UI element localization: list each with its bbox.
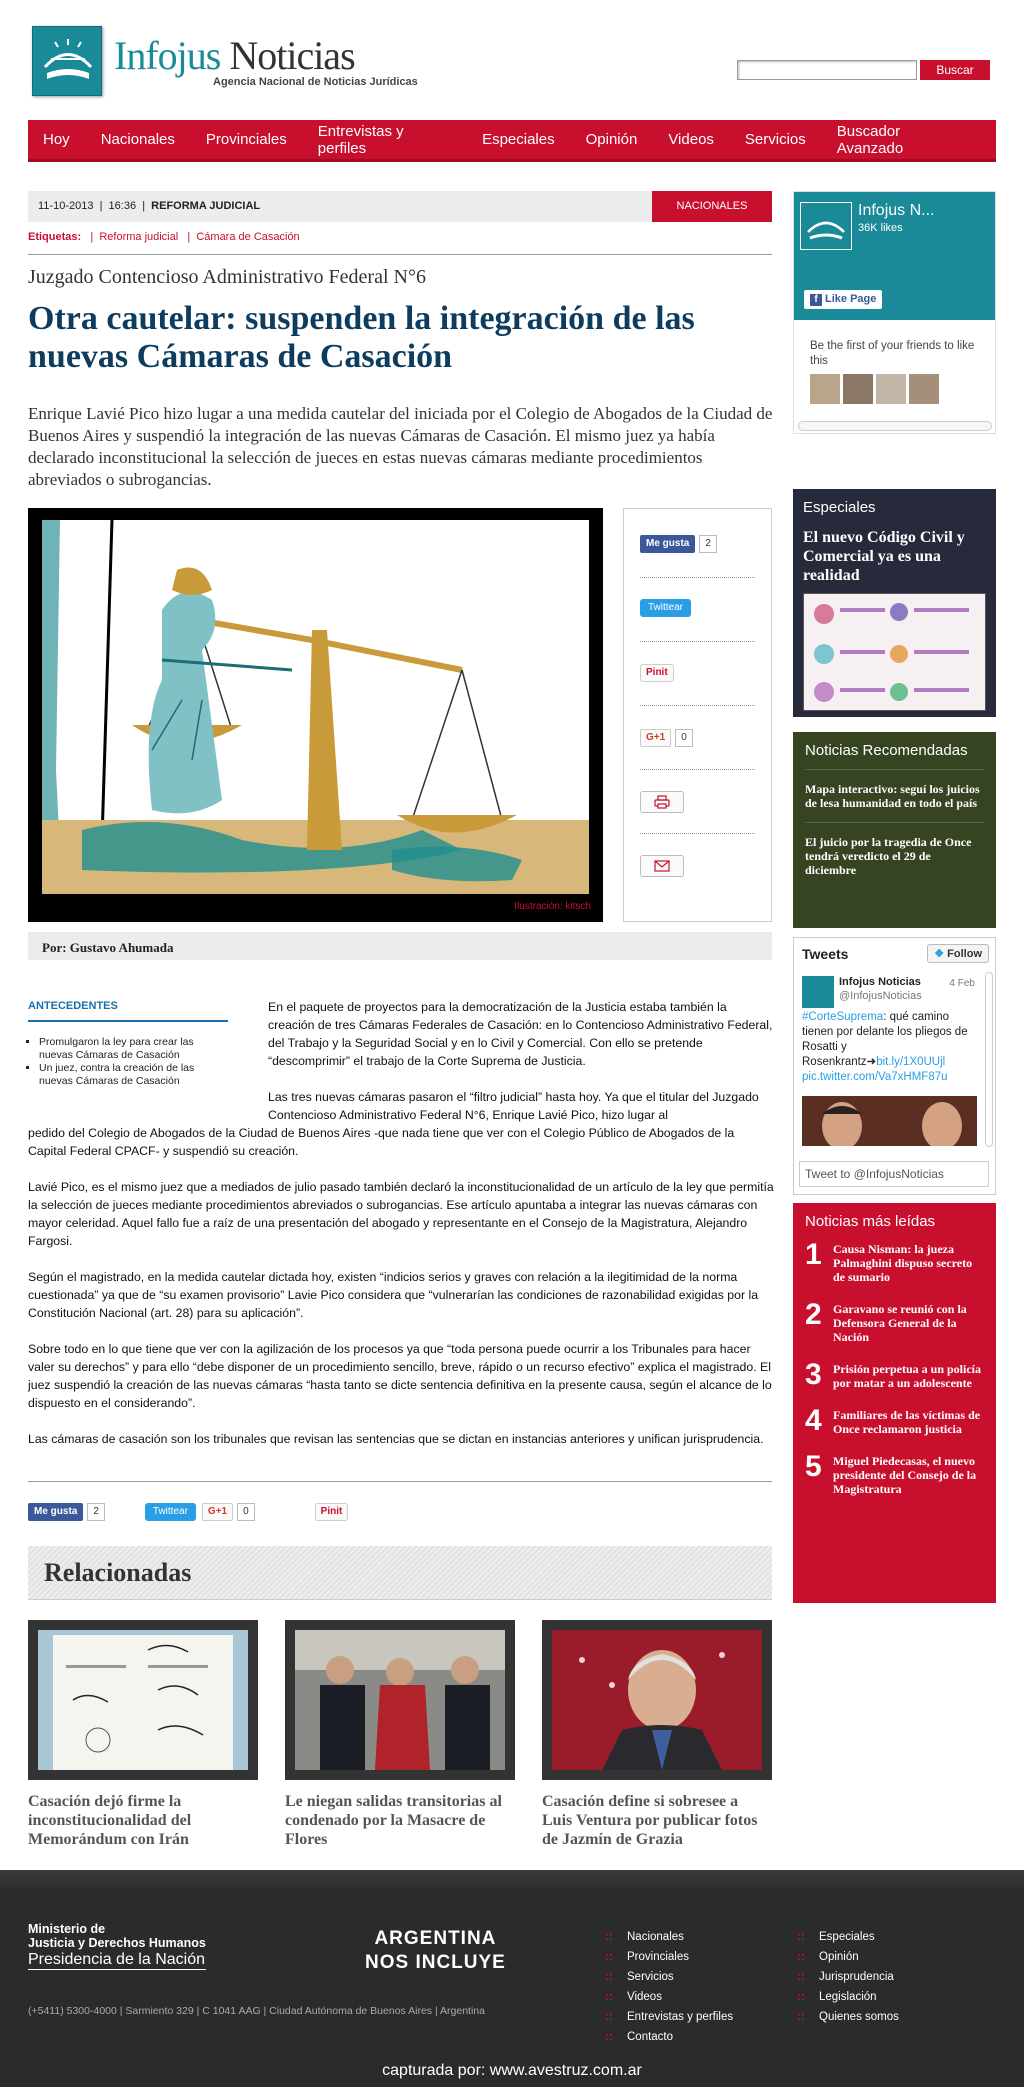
tag-link[interactable]: Cámara de Casación [196, 231, 300, 243]
article-title: Otra cautelar: suspenden la integración de las nuevas Cámaras de Casación [28, 300, 695, 375]
recomendada-link[interactable]: El juicio por la tragedia de Once tendrá veredicto el 29 de diciembre [805, 835, 972, 877]
justice-scale-illustration [42, 520, 589, 894]
tweet-date[interactable]: 4 Feb [949, 978, 975, 989]
twitter-follow-button[interactable] [927, 944, 989, 963]
slogan-line-1: ARGENTINA [374, 1928, 497, 1949]
article-paragraph: Sobre todo en lo que tiene que ver con la agilización de los procesos ya que “toda persona puede ocurrir a los Tribunales para hacer valer su derechos” y para ello “debe disponer de un procedimiento sencillo, breve, rápido o un recurso efectivo” explica el magistrado. El juez suspendió la creación de las nuevas cámaras “hasta tanto se dicte sentencia definitiva en la presente causa, según el alcance de lo dispuesto en el considerando”. [28, 1342, 772, 1410]
fb-page-name[interactable]: Infojus N... [858, 202, 935, 219]
article-paragraph: Las tres nuevas cámaras pasaron el “filtro judicial” hasta hoy. Ya que el titular del Juzgado Contencioso Administrativo Federal N°6, Enrique Lavié Pico, hizo lugar al [268, 1090, 759, 1122]
print-button[interactable] [640, 791, 684, 813]
footer-address: (+5411) 5300-4000 | Sarmiento 329 | C 1041 AAG | Ciudad Autónoma de Buenos Aires | Argentina [28, 2005, 485, 2017]
divider [28, 1481, 772, 1482]
rank-number: 1 [805, 1238, 822, 1271]
rank-number: 4 [805, 1404, 822, 1437]
related-image[interactable] [285, 1620, 515, 1780]
divider [640, 577, 755, 578]
mas-leida-title[interactable]: Miguel Piedecasas, el nuevo presidente del Consejo de la Magistratura [833, 1454, 977, 1496]
related-image[interactable] [542, 1620, 772, 1780]
rank-number: 3 [805, 1358, 822, 1391]
antecedentes-box [28, 1000, 228, 1088]
mas-leidas-heading: Noticias más leídas [805, 1213, 936, 1230]
printer-icon [654, 795, 670, 809]
article-paragraph: En el paquete de proyectos para la democratización de la Justicia estaba también la creación de tres Cámaras Federales de Casación: en lo Contencioso Administrativo Federal, del Trabajo y la Seguridad Social y en lo Civil y Comercial. Con ello se pretende “descomprimir” el trabajo de la Corte Suprema de Justicia. [268, 1000, 773, 1068]
pinit-button[interactable]: Pinit [315, 1503, 349, 1521]
footer-link[interactable]: :: Quienes somos [797, 2007, 899, 2027]
nav-item-hoy[interactable]: Hoy [43, 131, 70, 148]
fb-friend-avatar[interactable] [843, 374, 873, 404]
email-button[interactable] [640, 855, 684, 877]
fb-like-page-button[interactable] [804, 290, 882, 309]
tweets-scrollbar[interactable] [985, 972, 993, 1147]
footer-link[interactable]: :: Servicios [605, 1967, 733, 1987]
tweets-heading: Tweets [802, 946, 849, 962]
logo-icon[interactable] [32, 26, 102, 96]
article-lead: Enrique Lavié Pico hizo lugar a una medida cautelar del iniciada por el Colegio de Abogados de la Ciudad de Buenos Aires y suspendió la integración de las nuevas Cámaras de Casación. El mismo juez ya había declarado inconstitucional la selección de jueces en estas nuevas cámaras mediante procedimientos abreviados o subrogancias. [28, 404, 773, 489]
gplus-count: 0 [237, 1503, 255, 1521]
tweet-link[interactable]: bit.ly/1X0UUjl [876, 1056, 946, 1068]
argentina-slogan [365, 1927, 506, 1975]
nav-item-nacionales[interactable]: Nacionales [100, 131, 175, 148]
tweet-avatar[interactable] [802, 976, 834, 1008]
footer-link[interactable]: :: Videos [605, 1987, 733, 2007]
mas-leida-item[interactable] [805, 1240, 984, 1284]
tweet-link[interactable]: pic.twitter.com/Va7xHMF87u [802, 1071, 948, 1083]
envelope-icon [654, 860, 670, 872]
footer-link[interactable]: :: Opinión [797, 1947, 899, 1967]
related-title[interactable]: Casación define si sobresee a Luis Ventura por publicar fotos de Jazmín de Grazia [542, 1793, 758, 1848]
capture-credit: capturada por: www.avestruz.com.ar [382, 2062, 642, 2079]
mas-leida-item[interactable] [805, 1406, 984, 1436]
fb-friend-avatar[interactable] [909, 374, 939, 404]
article-paragraph: Según el magistrado, en la medida cautelar dictada hoy, existen “indicios serios y graves con relación a la ilegitimidad de la norma cuestionada” ya que de “su examen provisorio” Lavie Pico considera que “vulnerarían las condiciones de razonabilidad exigidas por la Constitución Nacional (art. 28) para su aplicación”. [28, 1270, 759, 1320]
mas-leida-item[interactable] [805, 1300, 984, 1344]
nav-item-videos[interactable]: Videos [668, 131, 714, 148]
fb-friends-text: Be the first of your friends to like this [810, 340, 975, 367]
related-title[interactable]: Le niegan salidas transitorias al condenado por la Masacre de Flores [285, 1793, 502, 1848]
article-image [28, 508, 603, 922]
fb-cover[interactable] [794, 192, 995, 320]
related-title[interactable]: Casación dejó firme la inconstitucionalidad del Memorándum con Irán [28, 1793, 192, 1848]
article-date: 11-10-2013 [38, 200, 94, 212]
antecedente-link[interactable]: ▪ Un juez, contra la creación de las nuevas Cámaras de Casación [39, 1062, 228, 1088]
nav-item-opinion[interactable]: Opinión [585, 131, 638, 148]
site-header [28, 24, 998, 104]
ministry-line-1: Ministerio de [28, 1922, 106, 1936]
footer-link[interactable]: :: Legislación [797, 1987, 899, 2007]
logo-icon [800, 202, 852, 250]
mas-leida-item[interactable] [805, 1452, 984, 1496]
tweet-text [802, 1010, 977, 1085]
article-kicker: Juzgado Contencioso Administrativo Federal N°6 [28, 266, 426, 288]
related-article[interactable] [285, 1620, 515, 1849]
gplus-count: 0 [675, 729, 693, 747]
divider [640, 641, 755, 642]
fb-page-likes: 36K likes [858, 222, 903, 234]
footer-nav-col-2 [797, 1927, 899, 2027]
recomendada-link[interactable]: Mapa interactivo: seguí los juicios de lesa humanidad en todo el país [805, 782, 984, 823]
article-paragraph: Lavié Pico, es el mismo juez que a mediados de julio pasado también declaró la inconstitucionalidad de un artículo de la ley que permitía la selección de jueces mediante procedimientos abreviados o subrogancias. Ese artículo apuntaba a integrar las nuevas cámaras con mayor celeridad. Aquel fallo fue a raíz de una presentación del abogado y representante en el Consejo de la Magistratura, Alejandro Fargosi. [28, 1180, 774, 1248]
divider [640, 833, 755, 834]
fb-like-widget [640, 535, 717, 553]
facebook-icon: f [810, 294, 822, 306]
pinit-button[interactable]: Pinit [640, 664, 674, 682]
article-meta-bar [28, 191, 772, 222]
tweet-button[interactable]: Twittear [640, 599, 691, 617]
main-nav [28, 120, 996, 162]
image-caption: Ilustración: kitsch [514, 901, 591, 912]
related-header [28, 1546, 772, 1600]
footer-link[interactable]: :: Provinciales [605, 1947, 733, 1967]
nav-item-buscador[interactable]: Buscador Avanzado [836, 122, 904, 157]
bottom-share-bar [28, 1503, 348, 1521]
tweet-to-input[interactable]: Tweet to @InfojusNoticias [799, 1161, 989, 1187]
tweet-hashtag[interactable]: #CorteSuprema [802, 1011, 884, 1023]
nav-item-especiales[interactable]: Especiales [482, 131, 555, 148]
fb-friend-avatar[interactable] [876, 374, 906, 404]
recomendadas-box [793, 732, 996, 928]
category-badge[interactable]: NACIONALES [652, 191, 772, 222]
related-article[interactable] [28, 1620, 258, 1849]
ministry-line-2: Justicia y Derechos Humanos [28, 1936, 206, 1950]
especiales-image[interactable] [803, 593, 986, 711]
article-section-tag[interactable]: REFORMA JUDICIAL [151, 200, 261, 212]
article-author: Por: Gustavo Ahumada [28, 932, 772, 960]
fb-friend-avatar[interactable] [810, 374, 840, 404]
especiales-box [793, 489, 996, 717]
rank-number: 5 [805, 1450, 822, 1483]
fb-like-count: 2 [699, 535, 717, 553]
footer-link[interactable]: :: Contacto [605, 2027, 733, 2047]
brand-name-a: Infojus [114, 33, 221, 78]
fb-like-button[interactable]: Me gusta [640, 535, 695, 553]
divider [640, 769, 755, 770]
mas-leidas-box [793, 1203, 996, 1603]
brand-name-b: Noticias [229, 33, 355, 78]
especiales-title[interactable]: El nuevo Código Civil y Comercial ya es una realidad [803, 529, 965, 584]
tags-label: Etiquetas: [28, 231, 82, 243]
article-paragraph: Las cámaras de casación son los tribunales que revisan las sentencias que se dictan en instancias anteriores y unifican jurisprudencia. [28, 1432, 764, 1446]
mas-leida-title[interactable]: Familiares de las víctimas de Once reclamaron justicia [833, 1408, 981, 1436]
share-column [623, 508, 772, 922]
fb-like-count: 2 [87, 1503, 105, 1521]
mas-leida-title[interactable]: Causa Nisman: la jueza Palmaghini dispuso secreto de sumario [833, 1242, 973, 1284]
tweet-button[interactable]: Twittear [145, 1503, 196, 1521]
related-heading: Relacionadas [44, 1558, 192, 1587]
mas-leida-item[interactable] [805, 1360, 984, 1390]
nav-item-entrevistas[interactable]: Entrevistas y perfiles [317, 122, 404, 157]
ministry-logo[interactable] [28, 1922, 206, 1970]
site-footer [0, 1870, 1024, 2087]
tweet-body: : qué camino tienen por delante los pliegos de Rosatti y Rosenkrantz➜ [802, 1011, 968, 1068]
footer-link[interactable]: :: Especiales [797, 1927, 899, 1947]
twitter-bird-icon: ❖ [934, 948, 945, 960]
article-meta: 11-10-2013 | 16:36 | REFORMA JUDICIAL [38, 200, 261, 212]
related-article[interactable] [542, 1620, 772, 1849]
footer-nav-col-1 [605, 1927, 733, 2047]
footer-link[interactable]: :: Jurisprudencia [797, 1967, 899, 1987]
tweet-photo[interactable] [802, 1096, 977, 1146]
tweet-handle[interactable]: @InfojusNoticias [839, 990, 922, 1002]
fb-page-widget [793, 191, 996, 434]
site-subtitle: Agencia Nacional de Noticias Jurídicas [213, 76, 418, 88]
search-input[interactable] [737, 60, 917, 80]
divider [28, 254, 772, 255]
presidency-line: Presidencia de la Nación [28, 1951, 205, 1968]
tweet-user[interactable]: Infojus Noticias [839, 976, 921, 988]
tweet-widget [640, 599, 691, 617]
site-logo-text[interactable] [114, 32, 355, 79]
antecedente-link[interactable]: ▪ Promulgaron la ley para crear las nuevas Cámaras de Casación [39, 1036, 228, 1062]
slogan-line-2: NOS INCLUYE [365, 1952, 506, 1973]
footer-link[interactable]: :: Entrevistas y perfiles [605, 2007, 733, 2027]
rank-number: 2 [805, 1298, 822, 1331]
divider [640, 705, 755, 706]
pinit-widget [640, 664, 674, 682]
search-button[interactable]: Buscar [920, 60, 990, 80]
footer-link[interactable]: :: Nacionales [605, 1927, 733, 1947]
tag-link[interactable]: Reforma judicial [99, 231, 179, 243]
gplus-button[interactable]: G+1 [202, 1503, 233, 1521]
nav-item-servicios[interactable]: Servicios [744, 131, 806, 148]
antecedentes-title: ANTECEDENTES [28, 1000, 228, 1022]
article-tags: Etiquetas: | Reforma judicial | Cámara de Casación [28, 231, 300, 243]
recomendadas-heading: Noticias Recomendadas [805, 742, 984, 770]
fb-like-page-label: Like Page [825, 293, 877, 305]
related-image[interactable] [28, 1620, 258, 1780]
nav-item-provinciales[interactable]: Provinciales [205, 131, 287, 148]
gplus-button[interactable]: G+1 [640, 729, 671, 747]
article-time: 16:36 [108, 200, 137, 212]
follow-label: Follow [947, 948, 982, 960]
fb-like-button[interactable]: Me gusta [28, 1503, 83, 1521]
mas-leida-title[interactable]: Garavano se reunió con la Defensora General de la Nación [833, 1302, 967, 1344]
article-paragraph: pedido del Colegio de Abogados de la Ciudad de Buenos Aires -que nada tiene que ver con el Colegio Público de Abogados de la Capital Federal CPACF- y suspendió su creación. [28, 1126, 735, 1158]
gplus-widget [640, 729, 693, 747]
especiales-heading: Especiales [803, 499, 876, 516]
twitter-widget [793, 937, 996, 1195]
fb-scrollbar[interactable] [798, 421, 992, 431]
mas-leida-title[interactable]: Prisión perpetua a un policía por matar a un adolescente [833, 1362, 982, 1390]
